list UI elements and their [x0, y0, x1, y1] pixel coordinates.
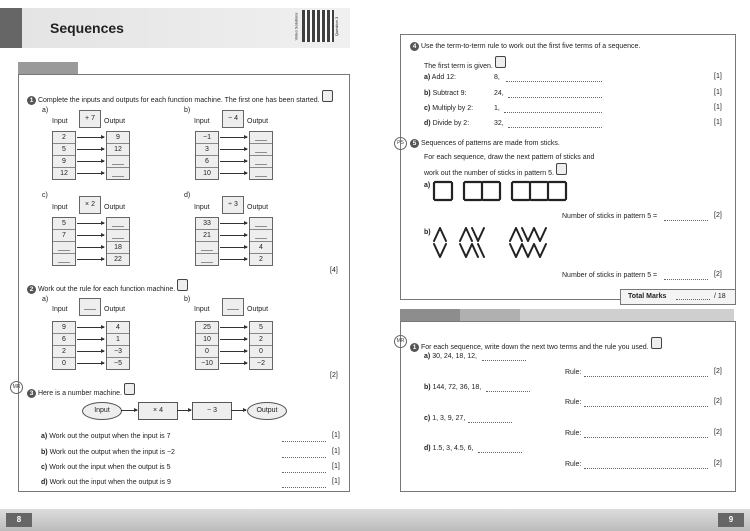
page-number-left: 8 [6, 513, 32, 527]
q1d-inputs [195, 217, 219, 266]
calculator-icon [651, 337, 662, 349]
q1a-out-3[interactable]: ___ [112, 170, 124, 177]
q2-text: Work out the rule for each function machine. [37, 286, 176, 293]
q4a-mark: [1] [714, 73, 722, 80]
total-marks-label: Total Marks [628, 293, 667, 300]
q4d-first: 32, [494, 120, 504, 127]
q1b-out-2[interactable]: ___ [250, 156, 272, 168]
q2b-input-label: Input [194, 306, 210, 313]
section-tab [18, 62, 78, 74]
q1d-outputs [249, 217, 273, 266]
q1d-out-3: 2 [259, 256, 263, 263]
q2b-label: b) [184, 296, 191, 303]
q1b-outputs [249, 131, 273, 180]
q2-number: 2 [27, 285, 36, 294]
q1-number: 1 [27, 96, 36, 105]
q4-heading [410, 42, 640, 51]
page-footer [0, 509, 750, 531]
q1c-rule: × 2 [79, 196, 101, 214]
q1a-out-2[interactable]: ___ [107, 156, 129, 168]
q1-mark: [4] [330, 267, 338, 274]
q5-sub2: work out the number of sticks in pattern 5. [424, 163, 567, 178]
q2a-inputs [52, 321, 76, 370]
q6a-mark: [2] [714, 368, 722, 375]
q5-number: 5 [410, 139, 419, 148]
arrow [77, 259, 104, 260]
q2a-in-1: 6 [53, 334, 75, 346]
q4b-mark: [1] [714, 89, 722, 96]
q2b-output-label: Output [247, 306, 269, 313]
q4a-answers[interactable] [506, 81, 602, 82]
q2b-out-1: 2 [250, 334, 272, 346]
q2b-rule[interactable]: ___ [222, 298, 244, 316]
q1b-rule: − 4 [222, 110, 244, 128]
q4c-answers[interactable] [504, 112, 602, 113]
q4b-first: 24, [494, 90, 504, 97]
arrow [177, 410, 191, 411]
q4c-first: 1, [494, 105, 500, 112]
q1b-in-3: 10 [203, 170, 211, 177]
q6c-mark: [2] [714, 429, 722, 436]
q2b-in-0: 25 [196, 322, 218, 334]
calculator-icon [322, 90, 333, 102]
q1b-input-label: Input [194, 118, 210, 125]
q4c-text: c) Multiply by 2: [424, 105, 474, 112]
q1c-label: c) [42, 192, 48, 199]
q2b-out-2: 0 [250, 346, 272, 358]
q1c-in-3[interactable]: ___ [58, 256, 70, 263]
q6d-rule[interactable] [584, 468, 708, 469]
q1c-out-2: 18 [107, 242, 129, 254]
q3d-answer[interactable] [282, 487, 326, 488]
q2a-out-0: 4 [107, 322, 129, 334]
arrow [77, 247, 104, 248]
arrow [121, 410, 137, 411]
arrow [77, 235, 104, 236]
arrow [220, 161, 247, 162]
q1c-in-1: 7 [53, 230, 75, 242]
arrow [220, 173, 247, 174]
q1a-out-0: 9 [107, 132, 129, 144]
q1d-output-label: Output [247, 204, 269, 211]
q1c-in-2[interactable]: ___ [53, 242, 75, 254]
q2a-in-3: 0 [62, 360, 66, 367]
arrow [220, 259, 247, 260]
q2a-in-0: 9 [53, 322, 75, 334]
arrow [77, 327, 104, 328]
q1a-inputs [52, 131, 76, 180]
q6-number: 1 [410, 343, 419, 352]
q4d-text: d) Divide by 2: [424, 120, 470, 127]
q4d-mark: [1] [714, 119, 722, 126]
q2b-in-1: 10 [196, 334, 218, 346]
arrow [77, 339, 104, 340]
q1c-input-label: Input [52, 204, 68, 211]
q1c-out-1[interactable]: ___ [107, 230, 129, 242]
q1a-rule: + 7 [79, 110, 101, 128]
q6b-seq: b) 144, 72, 36, 18, [424, 384, 482, 391]
q2a-out-1: 1 [107, 334, 129, 346]
arrow [220, 235, 247, 236]
q1d-in-0: 33 [196, 218, 218, 230]
page-title: Sequences [50, 20, 124, 36]
q1b-in-1: 3 [196, 144, 218, 156]
q6d-mark: [2] [714, 460, 722, 467]
q3a-text: a) Work out the output when the input is 7 [41, 433, 171, 440]
q5a-label: a) [424, 182, 431, 189]
q2b-out-3: −2 [257, 360, 265, 367]
q2a-out-3: −5 [114, 360, 122, 367]
q3a-answer[interactable] [282, 441, 326, 442]
q1c-outputs [106, 217, 130, 266]
q3-heading [27, 383, 135, 398]
q6a-rule-label: Rule: [565, 369, 582, 376]
total-marks-value: / 18 [714, 293, 726, 300]
q1b-in-0: −1 [196, 132, 218, 144]
q6d-answers[interactable] [478, 452, 522, 453]
q6c-seq: c) 1, 3, 9, 27, [424, 415, 466, 422]
q1d-out-1[interactable]: ___ [250, 230, 272, 242]
q6d-rule-label: Rule: [565, 461, 582, 468]
q1c-out-0[interactable]: ___ [107, 218, 129, 230]
q3a-mark: [1] [332, 432, 340, 439]
q6c-rule[interactable] [584, 437, 708, 438]
q2b-out-0: 5 [250, 322, 272, 334]
q2a-rule[interactable]: ___ [79, 298, 101, 316]
machine-output: Output [247, 402, 287, 420]
calculator-icon [177, 279, 188, 291]
q1-heading [27, 90, 333, 105]
q2a-outputs [106, 321, 130, 370]
q3c-text: c) Work out the input when the output is 5 [41, 464, 171, 471]
q2a-input-label: Input [52, 306, 68, 313]
q6b-answers[interactable] [486, 391, 530, 392]
q1b-output-label: Output [247, 118, 269, 125]
arrow [77, 223, 104, 224]
q2a-output-label: Output [104, 306, 126, 313]
q1b-out-1[interactable]: ___ [250, 144, 272, 156]
q5-text: Sequences of patterns are made from sticks. [420, 140, 560, 147]
q3d-text: d) Work out the input when the output is 9 [41, 479, 171, 486]
q4-text: Use the term-to-term rule to work out the first five terms of a sequence. [420, 43, 641, 50]
arrow [220, 363, 247, 364]
arrow [77, 161, 104, 162]
q1d-out-0[interactable]: ___ [250, 218, 272, 230]
q2a-out-2: −3 [107, 346, 129, 358]
q6-text: For each sequence, write down the next two terms and the rule you used. [420, 344, 649, 351]
q1a-out-1: 12 [107, 144, 129, 156]
q6b-rule[interactable] [584, 406, 708, 407]
calculator-icon [124, 383, 135, 395]
q6d-seq: d) 1.5, 3, 4.5, 6, [424, 445, 474, 452]
q4-number: 4 [410, 42, 419, 51]
arrow [77, 363, 104, 364]
calculator-icon [556, 163, 567, 175]
q4b-text: b) Subtract 9: [424, 90, 467, 97]
q3-tag: MR [10, 381, 23, 394]
q1c-in-0: 5 [53, 218, 75, 230]
q1d-out-2: 4 [250, 242, 272, 254]
q1a-in-3: 12 [60, 170, 68, 177]
q1b-label: b) [184, 107, 191, 114]
stick-pattern-squares [432, 180, 592, 202]
section-tab [400, 309, 734, 321]
q5-sub1: For each sequence, draw the next pattern of sticks and [424, 154, 595, 161]
q2b-inputs [195, 321, 219, 370]
q5a-answer-label: Number of sticks in pattern 5 = [562, 213, 658, 220]
q4b-answers[interactable] [508, 97, 602, 98]
arrow [231, 410, 246, 411]
arrow [220, 149, 247, 150]
q1a-in-0: 2 [53, 132, 75, 144]
q5b-answer-label: Number of sticks in pattern 5 = [562, 272, 658, 279]
arrow [77, 137, 104, 138]
qr-caption: Video Solutions [293, 12, 299, 41]
qr-code [302, 10, 334, 42]
q1c-inputs [52, 217, 76, 266]
q4d-answers[interactable] [508, 127, 602, 128]
q5b-label: b) [424, 229, 431, 236]
q6-tag: MR [394, 335, 407, 348]
q1a-output-label: Output [104, 118, 126, 125]
q1b-out-3[interactable]: ___ [255, 170, 267, 177]
stick-pattern-hexagons [432, 226, 592, 260]
q1a-outputs [106, 131, 130, 180]
q6a-answers[interactable] [482, 360, 526, 361]
q3c-answer[interactable] [282, 472, 326, 473]
q4c-mark: [1] [714, 104, 722, 111]
q1d-in-3[interactable]: ___ [201, 256, 213, 263]
q3b-answer[interactable] [282, 457, 326, 458]
q1c-output-label: Output [104, 204, 126, 211]
machine-input: Input [82, 402, 122, 420]
arrow [220, 327, 247, 328]
q1a-in-2: 9 [53, 156, 75, 168]
arrow [220, 351, 247, 352]
q1-text: Complete the inputs and outputs for each function machine. The first one has been started. [37, 97, 320, 104]
q1a-in-1: 5 [53, 144, 75, 156]
q3d-mark: [1] [332, 478, 340, 485]
q1c-out-3: 22 [114, 256, 122, 263]
arrow [77, 149, 104, 150]
arrow [220, 137, 247, 138]
q3-text: Here is a number machine. [37, 390, 122, 397]
q3b-mark: [1] [332, 448, 340, 455]
q3-number: 3 [27, 389, 36, 398]
arrow [220, 339, 247, 340]
q6c-answers[interactable] [468, 422, 512, 423]
q1b-in-2: 6 [196, 156, 218, 168]
q2a-label: a) [42, 296, 49, 303]
q6b-rule-label: Rule: [565, 399, 582, 406]
arrow [77, 173, 104, 174]
q1d-in-1: 21 [196, 230, 218, 242]
q5a-mark: [2] [714, 212, 722, 219]
q3c-mark: [1] [332, 463, 340, 470]
q6c-rule-label: Rule: [565, 430, 582, 437]
q1d-in-2[interactable]: ___ [196, 242, 218, 254]
q4-sub: The first term is given. [424, 56, 506, 71]
q2-mark: [2] [330, 372, 338, 379]
q6b-mark: [2] [714, 398, 722, 405]
q5a-answer[interactable] [664, 220, 708, 221]
machine-op2: − 3 [192, 402, 232, 420]
q6a-seq: a) 30, 24, 18, 12, [424, 353, 477, 360]
q3b-text: b) Work out the output when the input is −2 [41, 449, 175, 456]
q2b-outputs [249, 321, 273, 370]
q1b-out-0[interactable]: ___ [250, 132, 272, 144]
q4a-first: 8, [494, 74, 500, 81]
q6a-rule[interactable] [584, 376, 708, 377]
q5-heading [410, 139, 560, 148]
qr-question: Question 3 [334, 16, 340, 37]
q1d-rule: ÷ 3 [222, 196, 244, 214]
q1a-input-label: Input [52, 118, 68, 125]
q5-tag: PS [394, 137, 407, 150]
arrow [77, 351, 104, 352]
q1b-inputs [195, 131, 219, 180]
q4a-text: a) Add 12: [424, 74, 456, 81]
q6-heading [410, 337, 662, 352]
arrow [220, 223, 247, 224]
q2b-in-3: −10 [201, 360, 213, 367]
total-marks-answer[interactable] [676, 299, 710, 300]
machine-op1: × 4 [138, 402, 178, 420]
q5b-mark: [2] [714, 271, 722, 278]
q2b-in-2: 0 [196, 346, 218, 358]
q1a-label: a) [42, 107, 49, 114]
q1d-input-label: Input [194, 204, 210, 211]
q1d-label: d) [184, 192, 191, 199]
q2a-in-2: 2 [53, 346, 75, 358]
page-number-right: 9 [718, 513, 744, 527]
q5b-answer[interactable] [664, 279, 708, 280]
arrow [220, 247, 247, 248]
calculator-icon [495, 56, 506, 68]
q2-heading [27, 279, 188, 294]
